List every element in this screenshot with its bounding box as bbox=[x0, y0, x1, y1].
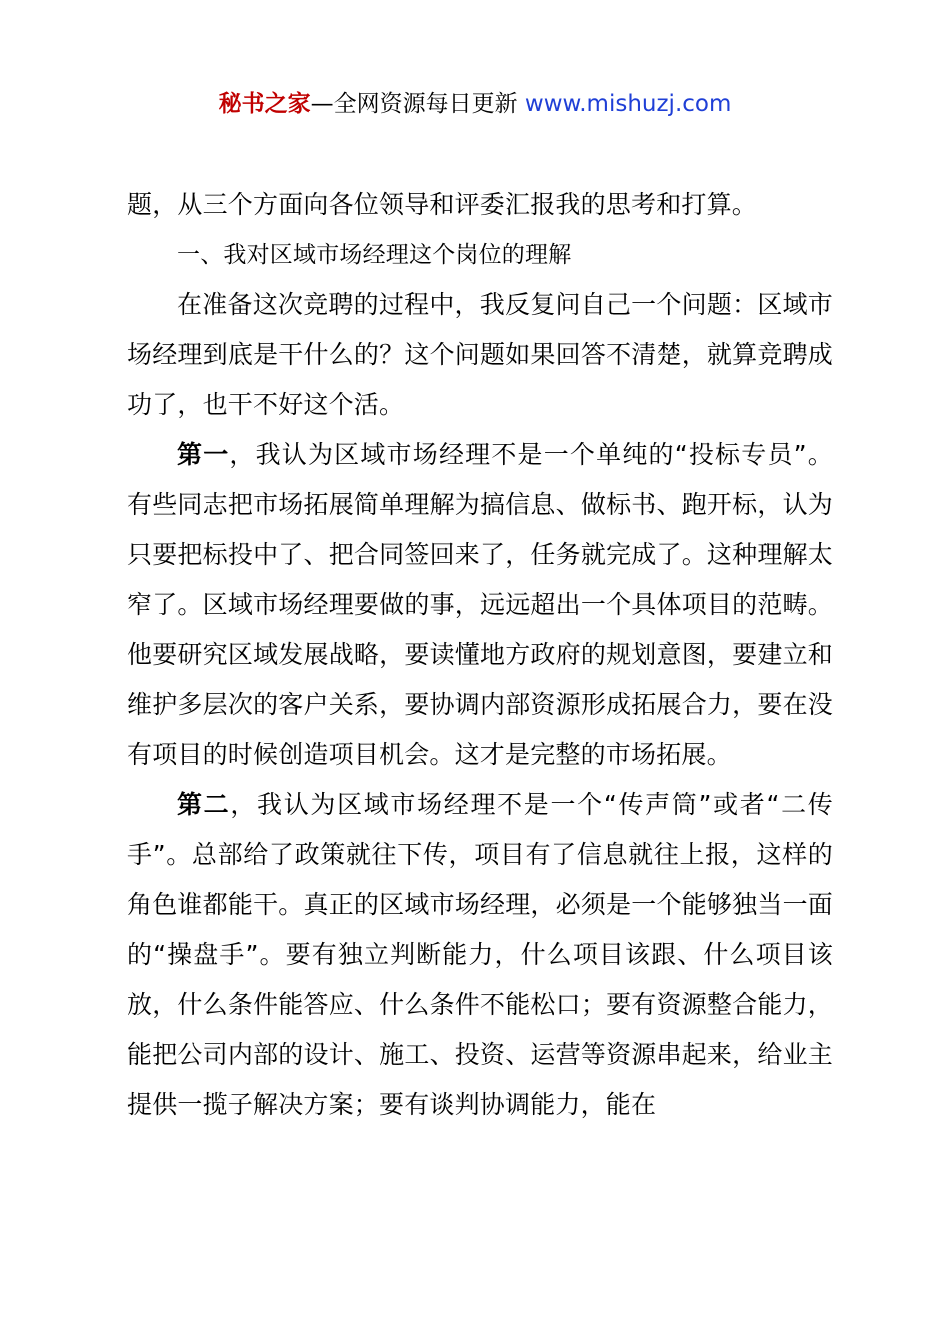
paragraph-first-point bbox=[127, 430, 833, 780]
paragraph-continuation: 题，从三个方面向各位领导和评委汇报我的思考和打算。 bbox=[127, 190, 758, 219]
paragraph: 在准备这次竞聘的过程中，我反复问自己一个问题：区域市场经理到底是干什么的？这个问题如果回答不清楚，就算竞聘成功了，也干不好这个活。 bbox=[127, 290, 833, 419]
document-body bbox=[127, 180, 833, 1130]
header-tagline: —全网资源每日更新 bbox=[310, 91, 518, 117]
paragraph-second-point bbox=[127, 780, 833, 1130]
point-lead: 第一 bbox=[177, 440, 230, 469]
brand-name: 秘书之家 bbox=[218, 91, 311, 117]
point-lead: 第二 bbox=[177, 790, 231, 819]
site-header bbox=[0, 86, 950, 122]
point-text: ，我认为区域市场经理不是一个单纯的“投标专员”。有些同志把市场拓展简单理解为搞信息、做标书、跑开标，认为只要把标投中了、把合同签回来了，任务就完成了。这种理解太窄了。区域市场经理要做的事，远远超出一个具体项目的范畴。他要研究区域发展战略，要读懂地方政府的规划意图，要建立和维护多层次的客户关系，要协调内部资源形成拓展合力，要在没有项目的时候创造项目机会。这才是完整的市场拓展。 bbox=[127, 440, 833, 769]
point-text: ，我认为区域市场经理不是一个“传声筒”或者“二传手”。总部给了政策就往下传，项目有了信息就往上报，这样的角色谁都能干。真正的区域市场经理，必须是一个能够独当一面的“操盘手”。要有独立判断能力，什么项目该跟、什么项目该放，什么条件能答应、什么条件不能松口；要有资源整合能力，能把公司内部的设计、施工、投资、运营等资源串起来，给业主提供一揽子解决方案；要有谈判协调能力，能在 bbox=[127, 790, 833, 1119]
site-url-link[interactable]: www.mishuzj.com bbox=[524, 91, 732, 117]
section-heading: 一、我对区域市场经理这个岗位的理解 bbox=[177, 242, 572, 268]
